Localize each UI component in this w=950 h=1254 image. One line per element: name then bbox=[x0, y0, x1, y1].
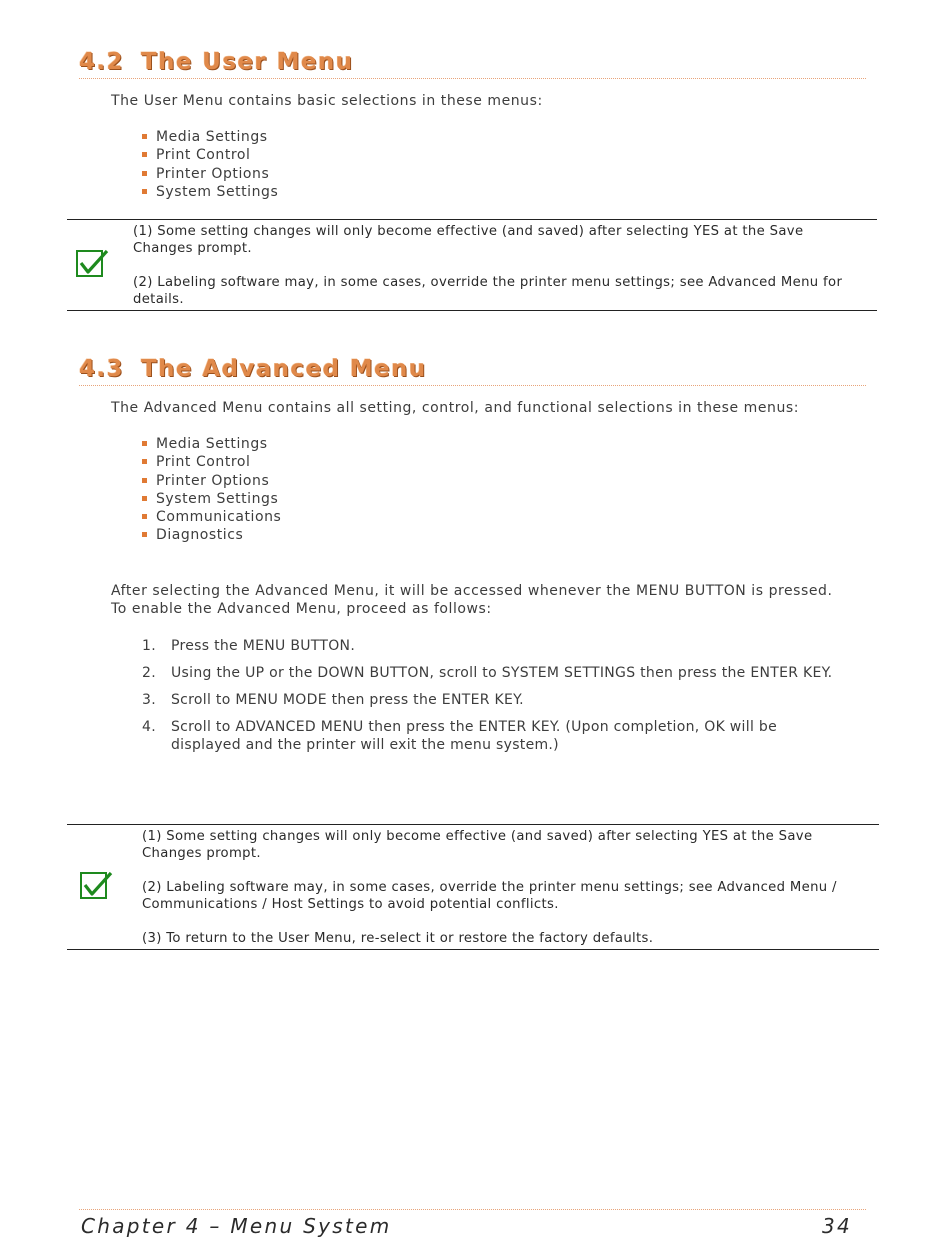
list-item: Printer Options bbox=[142, 165, 278, 183]
list-item: System Settings bbox=[142, 490, 281, 508]
section-title: The Advanced Menu bbox=[141, 356, 427, 382]
step-item: 4. Scroll to ADVANCED MENU then press the ENTER KEY. (Upon completion, OK will be displayed and the printer will exit the menu system.) bbox=[142, 719, 777, 753]
footer-chapter-title: Chapter 4 – Menu System bbox=[81, 1214, 392, 1238]
list-item: Media Settings bbox=[142, 435, 281, 453]
section-heading-user-menu bbox=[79, 49, 353, 75]
list-item: Print Control bbox=[142, 146, 278, 164]
user-menu-list bbox=[142, 128, 278, 201]
advanced-para-line-2: To enable the Advanced Menu, proceed as follows: bbox=[111, 601, 492, 617]
section-number: 4.2 bbox=[79, 49, 124, 75]
section-title: The User Menu bbox=[141, 49, 354, 75]
bullet-icon bbox=[142, 171, 147, 176]
user-menu-note bbox=[67, 219, 877, 311]
list-item: System Settings bbox=[142, 183, 278, 201]
list-item: Print Control bbox=[142, 453, 281, 471]
bullet-icon bbox=[142, 134, 147, 139]
section-number: 4.3 bbox=[79, 356, 124, 382]
list-item: Media Settings bbox=[142, 128, 278, 146]
user-menu-intro: The User Menu contains basic selections in these menus: bbox=[111, 93, 543, 109]
note-line: (1) Some setting changes will only become effective (and saved) after selecting YES at the Save Changes prompt. bbox=[142, 829, 813, 861]
bullet-icon bbox=[142, 459, 147, 464]
note-text bbox=[133, 223, 863, 308]
enable-steps-list bbox=[142, 637, 842, 754]
bullet-icon bbox=[142, 532, 147, 537]
bullet-icon bbox=[142, 514, 147, 519]
step-item: 1. Press the MENU BUTTON. bbox=[142, 638, 356, 654]
advanced-menu-note bbox=[67, 824, 879, 950]
note-line: (2) Labeling software may, in some cases, override the printer menu settings; see Advanced Menu / Communications / Host Settings to avoid potential conflicts. bbox=[142, 880, 837, 912]
bullet-icon bbox=[142, 152, 147, 157]
note-line: (1) Some setting changes will only become effective (and saved) after selecting YES at the Save Changes prompt. bbox=[133, 224, 804, 256]
step-item: 2. Using the UP or the DOWN BUTTON, scroll to SYSTEM SETTINGS then press the ENTER KEY. bbox=[142, 665, 833, 681]
list-item: Diagnostics bbox=[142, 526, 281, 544]
section-heading-advanced-menu bbox=[79, 356, 427, 382]
note-text bbox=[142, 828, 872, 947]
list-item: Printer Options bbox=[142, 472, 281, 490]
footer-page-number: 34 bbox=[822, 1214, 853, 1238]
note-line: (2) Labeling software may, in some cases, override the printer menu settings; see Advanced Menu for details. bbox=[133, 275, 843, 307]
bullet-icon bbox=[142, 496, 147, 501]
list-item: Communications bbox=[142, 508, 281, 526]
note-line: (3) To return to the User Menu, re-select it or restore the factory defaults. bbox=[142, 931, 654, 946]
advanced-menu-list bbox=[142, 435, 281, 545]
heading-divider bbox=[79, 78, 866, 79]
bullet-icon bbox=[142, 189, 147, 194]
checkbox-checked-icon bbox=[76, 250, 103, 277]
bullet-icon bbox=[142, 441, 147, 446]
advanced-menu-intro: The Advanced Menu contains all setting, control, and functional selections in these menus: bbox=[111, 400, 799, 416]
bullet-icon bbox=[142, 478, 147, 483]
footer-divider bbox=[79, 1209, 866, 1210]
heading-divider bbox=[79, 385, 866, 386]
checkbox-checked-icon bbox=[80, 872, 107, 899]
advanced-para-line-1: After selecting the Advanced Menu, it will be accessed whenever the MENU BUTTON is pressed. bbox=[111, 583, 833, 599]
step-item: 3. Scroll to MENU MODE then press the ENTER KEY. bbox=[142, 692, 524, 708]
